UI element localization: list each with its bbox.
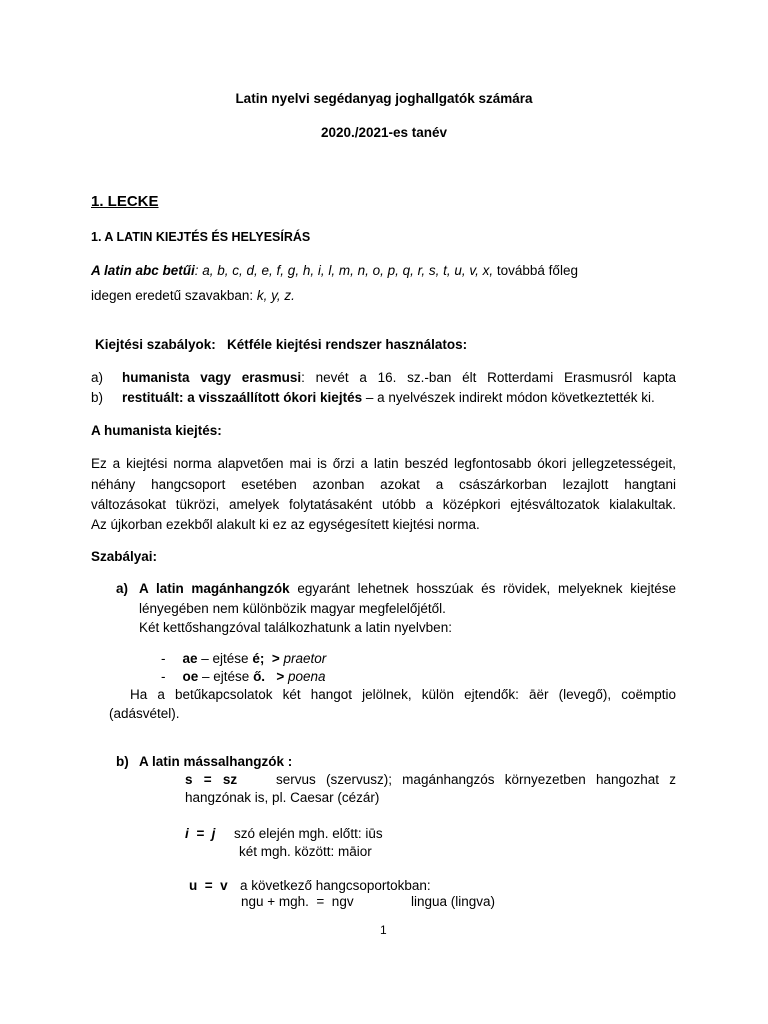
diphthong-oe <box>161 668 326 685</box>
abc-line2-start: idegen eredetű szavakban: <box>91 288 257 303</box>
humanist-para-line-1: Ez a kiejtési norma alapvetően mai is őrzi a latin beszéd legfontosabb ókori jellegzetességeit, <box>91 456 676 471</box>
diph-oe-example: poena <box>287 669 326 684</box>
item-a-bold: humanista vagy erasmusi <box>122 370 302 385</box>
consonant-ij-text-1: szó elején mgh. előtt: iūs <box>234 826 383 841</box>
rule-a-marker: a) <box>116 581 129 596</box>
diph-oe-dash: - <box>161 669 166 684</box>
diph-ae-example: praetor <box>283 651 327 666</box>
item-b-bold: restituált: a visszaállított ókori kiejtés <box>122 390 363 405</box>
abc-line2-letters: k, y, z. <box>256 288 295 303</box>
diph-oe-arrow: > <box>265 669 288 684</box>
rule-a-rest: egyaránt lehetnek hosszúak és rövidek, melyeknek kiejtése <box>289 581 676 596</box>
pronunciation-item-b <box>122 389 655 406</box>
item-b-rest: – a nyelvészek indirekt módon következtették ki. <box>362 390 655 405</box>
diph-oe-bold: oe <box>182 669 199 684</box>
item-a-rest: : nevét a 16. sz.-ban élt Rotterdami Erasmusról kapta <box>301 370 676 385</box>
diph-ae-dash: - <box>161 651 166 666</box>
abc-line-2 <box>91 287 295 304</box>
diph-oe-sound: ő. <box>253 669 266 684</box>
rules-heading: Szabályai: <box>91 549 158 564</box>
pronunciation-heading: Kiejtési szabályok: Kétféle kiejtési rendszer használatos: <box>95 337 468 352</box>
separate-pronunciation-line-1: Ha a betűkapcsolatok két hangot jelölnek, külön ejtendők: āër (levegő), coëmptio <box>130 687 676 702</box>
humanist-para-line-2: néhány hangcsoport esetében azonban azokat a császárkorban lezajlott hangtani <box>91 477 676 492</box>
diph-ae-sound: é; <box>252 651 265 666</box>
separate-pronunciation-line-2: (adásvétel). <box>109 706 180 721</box>
humanist-para-line-3: változásokat tükrözi, amelyek folytatásaként utóbb a középkori ejtésváltozatok kialakultak. <box>91 497 676 512</box>
lesson-heading: 1. LECKE <box>91 193 159 210</box>
consonant-s-text: servus (szervusz); magánhangzós környezetben hangozhat z <box>276 772 676 787</box>
abc-label: A latin abc betűi <box>91 263 195 278</box>
diphthong-ae <box>161 650 326 667</box>
document-title: Latin nyelvi segédanyag joghallgatók számára <box>235 91 533 106</box>
diph-ae-mid: – ejtése <box>197 651 253 666</box>
humanist-para-line-4: Az újkorban ezekből alakult ki ez az egységesített kiejtési norma. <box>91 517 480 532</box>
consonant-s-label: s = sz <box>185 772 238 787</box>
abc-line-1 <box>91 262 578 279</box>
rule-b-marker: b) <box>116 754 129 769</box>
consonant-ij-text-2: két mgh. között: māior <box>239 844 372 859</box>
consonant-uv-label: u = v <box>189 878 228 893</box>
abc-letters: : a, b, c, d, e, f, g, h, i, l, m, n, o, p, q, r, s, t, u, v, x, <box>194 263 494 278</box>
pronunciation-item-a <box>122 369 676 386</box>
page-number: 1 <box>380 923 387 937</box>
diph-ae-arrow: > <box>264 651 284 666</box>
pronunciation-item-b-marker: b) <box>91 390 104 405</box>
consonant-uv-example: lingua (lingva) <box>411 894 496 909</box>
rule-b-heading: A latin mássalhangzók : <box>139 754 293 769</box>
humanist-heading: A humanista kiejtés: <box>91 423 222 438</box>
school-year: 2020./2021-es tanév <box>320 125 448 140</box>
consonant-uv-rule: ngu + mgh. = ngv <box>241 894 354 909</box>
rule-a-bold: A latin magánhangzók <box>139 581 290 596</box>
consonant-s-text-2: hangzónak is, pl. Caesar (cézár) <box>185 790 380 805</box>
rule-a-line-2: lényegében nem különbözik magyar megfelelőjétől. <box>139 601 446 616</box>
rule-a-line-3: Két kettőshangzóval találkozhatunk a latin nyelvben: <box>139 620 452 635</box>
rule-a-line-1 <box>139 580 676 597</box>
consonant-uv-text: a következő hangcsoportokban: <box>240 878 431 893</box>
diph-ae-bold: ae <box>182 651 198 666</box>
consonant-ij-label: i = j <box>185 826 216 841</box>
section-heading: 1. A LATIN KIEJTÉS ÉS HELYESÍRÁS <box>91 230 311 244</box>
pronunciation-item-a-marker: a) <box>91 370 104 385</box>
diph-oe-mid: – ejtése <box>198 669 254 684</box>
abc-tail: továbbá főleg <box>493 263 578 278</box>
